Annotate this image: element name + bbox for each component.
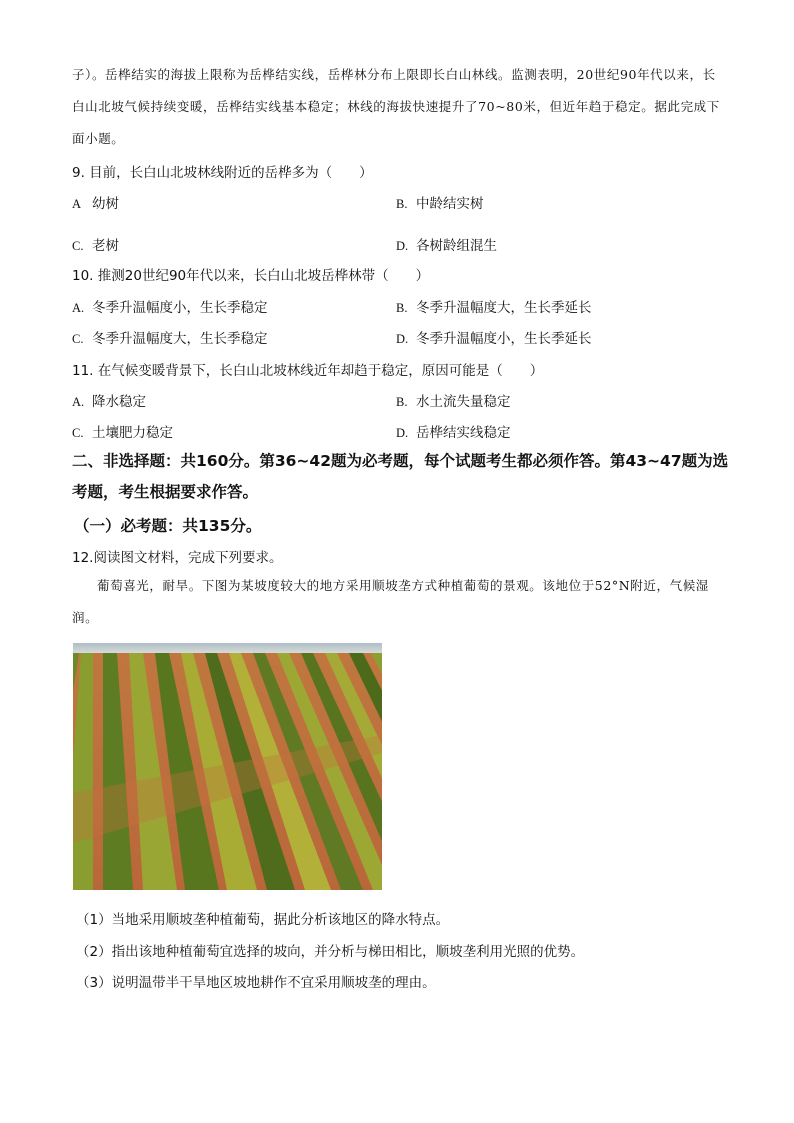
option-label: B.: [396, 197, 408, 211]
q10-option-b[interactable]: [396, 296, 592, 316]
option-text: 冬季升温幅度小，生长季延长: [416, 331, 592, 347]
q9-option-c[interactable]: [72, 234, 119, 254]
option-text: 冬季升温幅度大，生长季稳定: [92, 331, 268, 347]
option-label: A.: [72, 301, 85, 315]
option-text: 冬季升温幅度大，生长季延长: [416, 300, 592, 316]
option-label: B.: [396, 395, 408, 409]
option-text: 冬季升温幅度小，生长季稳定: [92, 300, 268, 316]
q11-option-a[interactable]: [72, 390, 146, 410]
option-text: 水土流失量稳定: [416, 394, 511, 410]
option-label: A.: [72, 395, 85, 409]
option-label: C.: [72, 239, 84, 253]
question-9-stem: 9. 目前，长白山北坡林线附近的岳桦多为（ ）: [72, 165, 373, 181]
q10-option-a[interactable]: [72, 296, 268, 316]
option-label: A: [72, 197, 82, 211]
option-text: 幼树: [92, 196, 119, 212]
option-text: 老树: [92, 238, 119, 254]
q12-subquestion-1: （1）当地采用顺坡垄种植葡萄，据此分析该地区的降水特点。: [76, 912, 450, 928]
intro-paragraph: 子）。岳桦结实的海拔上限称为岳桦结实线，岳桦林分布上限即长白山林线。监测表明，20世纪90年代以来，长白山北坡气候持续变暖，岳桦结实线基本稳定；林线的海拔快速提升了70~80米，但近年趋于稳定。据此完成下面小题。: [72, 67, 720, 146]
q12-material: 葡萄喜光，耐旱。下图为某坡度较大的地方采用顺坡垄方式种植葡萄的景观。该地位于52°N附近，气候湿润。: [72, 578, 709, 625]
vineyard-photo: [73, 643, 382, 890]
q12-subquestion-2: （2）指出该地种植葡萄宜选择的坡向，并分析与梯田相比，顺坡垄利用光照的优势。: [76, 944, 585, 960]
vineyard-illustration: [73, 643, 382, 890]
option-text: 降水稳定: [92, 394, 146, 410]
q9-option-d[interactable]: [396, 234, 497, 254]
q12-subquestion-3: （3）说明温带半干旱地区坡地耕作不宜采用顺坡垄的理由。: [76, 975, 436, 991]
option-text: 中龄结实树: [416, 196, 484, 212]
subsection-heading: （一）必考题：共135分。: [74, 517, 262, 535]
q11-option-b[interactable]: [396, 390, 511, 410]
option-label: C.: [72, 332, 84, 346]
option-label: D.: [396, 332, 409, 346]
q10-option-c[interactable]: [72, 327, 268, 347]
q9-option-a[interactable]: [72, 192, 119, 212]
option-label: D.: [396, 239, 409, 253]
q9-option-b[interactable]: [396, 192, 484, 212]
option-label: B.: [396, 301, 408, 315]
option-text: 土壤肥力稳定: [92, 425, 173, 441]
option-label: C.: [72, 426, 84, 440]
option-text: 各树龄组混生: [416, 238, 497, 254]
option-text: 岳桦结实线稳定: [416, 425, 511, 441]
question-10-stem: 10. 推测20世纪90年代以来，长白山北坡岳桦林带（ ）: [72, 268, 430, 284]
question-12-stem: 12.阅读图文材料，完成下列要求。: [72, 550, 283, 566]
q11-option-c[interactable]: [72, 421, 173, 441]
option-label: D.: [396, 426, 409, 440]
question-11-stem: 11. 在气候变暖背景下，长白山北坡林线近年却趋于稳定，原因可能是（ ）: [72, 363, 544, 379]
section-heading: 二、非选择题：共160分。第36~42题为必考题，每个试题考生都必须作答。第43~47题为选考题，考生根据要求作答。: [72, 452, 729, 501]
q10-option-d[interactable]: [396, 327, 592, 347]
q11-option-d[interactable]: [396, 421, 511, 441]
